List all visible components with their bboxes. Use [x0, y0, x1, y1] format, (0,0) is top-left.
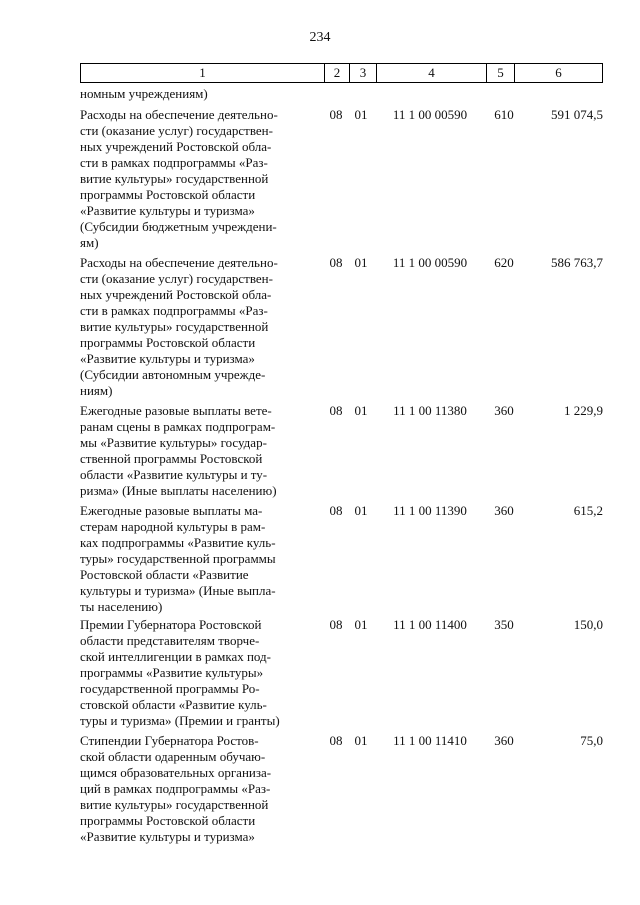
amount: 586 763,7 [551, 255, 603, 270]
target-article-code: 11 1 00 11400 [393, 617, 467, 632]
subsection-code: 01 [354, 403, 368, 418]
description-line: Ежегодные разовые выплаты вете- [80, 403, 272, 418]
description-line: культуры и туризма» (Иные выпла- [80, 583, 276, 598]
description-line: Ростовской области «Развитие [80, 567, 249, 582]
subsection-code: 01 [354, 503, 368, 518]
description-line: мы «Развитие культуры» государ- [80, 435, 267, 450]
description-line: ных учреждений Ростовской обла- [80, 287, 272, 302]
section-code: 08 [329, 255, 343, 270]
description-line: (Субсидии бюджетным учреждени- [80, 219, 277, 234]
amount: 1 229,9 [564, 403, 603, 418]
description-line: ках подпрограммы «Развитие куль- [80, 535, 276, 550]
target-article-code: 11 1 00 00590 [392, 107, 468, 122]
target-article-code: 11 1 00 00590 [392, 255, 468, 270]
row-description [80, 107, 322, 251]
row-description [80, 255, 322, 399]
description-line: ризма» (Иные выплаты населению) [80, 483, 277, 498]
description-line: сти (оказание услуг) государствен- [80, 271, 273, 286]
target-article-code: 11 1 00 11390 [393, 503, 467, 518]
description-line: стерам народной культуры в рам- [80, 519, 266, 534]
row-description [80, 617, 322, 729]
section-code: 08 [329, 107, 343, 122]
description-line: ций в рамках подпрограммы «Раз- [80, 781, 271, 796]
description-line: стовской области «Развитие куль- [80, 697, 267, 712]
header-col-4: 4 [376, 64, 486, 82]
description-line: программы Ростовской области [80, 813, 256, 828]
description-line: ской интеллигенции в рамках под- [80, 649, 271, 664]
amount: 591 074,5 [551, 107, 603, 122]
section-code: 08 [329, 617, 343, 632]
description-line: Стипендии Губернатора Ростов- [80, 733, 259, 748]
description-line: программы Ростовской области [80, 187, 256, 202]
description-line: Расходы на обеспечение деятельно- [80, 255, 278, 270]
subsection-code: 01 [354, 255, 368, 270]
header-col-6: 6 [514, 64, 602, 82]
description-line: «Развитие культуры и туризма» [80, 351, 255, 366]
description-line: сти в рамках подпрограммы «Раз- [80, 303, 268, 318]
subsection-code: 01 [354, 107, 368, 122]
row-description [80, 503, 322, 615]
description-line: туры и туризма» (Премии и гранты) [80, 713, 280, 728]
expense-type-code: 350 [494, 617, 514, 632]
description-line: ниям) [80, 383, 113, 398]
description-line: Ежегодные разовые выплаты ма- [80, 503, 263, 518]
section-code: 08 [329, 733, 343, 748]
description-line: сти (оказание услуг) государствен- [80, 123, 273, 138]
description-line: программы Ростовской области [80, 335, 256, 350]
description-line: ты населению) [80, 599, 163, 614]
header-col-2: 2 [324, 64, 349, 82]
description-line: ных учреждений Ростовской обла- [80, 139, 272, 154]
expense-type-code: 360 [494, 403, 514, 418]
amount: 150,0 [573, 617, 603, 632]
header-col-1: 1 [199, 65, 206, 80]
description-line: государственной программы Ро- [80, 681, 260, 696]
section-code: 08 [329, 503, 343, 518]
continuation-text: номным учреждениям) [80, 86, 208, 101]
row-description [80, 733, 322, 845]
description-line: программы «Развитие культуры» [80, 665, 264, 680]
header-col-3: 3 [349, 64, 376, 82]
description-line: ской области одаренным обучаю- [80, 749, 266, 764]
target-article-code: 11 1 00 11410 [393, 733, 467, 748]
description-line: сти в рамках подпрограммы «Раз- [80, 155, 268, 170]
page-number: 234 [309, 30, 331, 45]
amount: 615,2 [573, 503, 603, 518]
description-line: ранам сцены в рамках подпрограм- [80, 419, 276, 434]
description-line: туры» государственной программы [80, 551, 276, 566]
description-line: Расходы на обеспечение деятельно- [80, 107, 278, 122]
expense-type-code: 360 [494, 733, 514, 748]
expense-type-code: 620 [494, 255, 514, 270]
section-code: 08 [329, 403, 343, 418]
expense-type-code: 610 [494, 107, 514, 122]
description-line: ственной программы Ростовской [80, 451, 263, 466]
row-description [80, 403, 322, 499]
subsection-code: 01 [354, 733, 368, 748]
description-line: витие культуры» государственной [80, 797, 269, 812]
description-line: области «Развитие культуры и ту- [80, 467, 268, 482]
description-line: витие культуры» государственной [80, 171, 269, 186]
description-line: (Субсидии автономным учрежде- [80, 367, 266, 382]
description-line: Премии Губернатора Ростовской [80, 617, 262, 632]
description-line: «Развитие культуры и туризма» [80, 829, 255, 844]
description-line: витие культуры» государственной [80, 319, 269, 334]
description-line: ям) [80, 235, 99, 250]
table-header [80, 63, 603, 83]
subsection-code: 01 [354, 617, 368, 632]
header-col-5: 5 [486, 64, 514, 82]
amount: 75,0 [580, 733, 603, 748]
target-article-code: 11 1 00 11380 [393, 403, 467, 418]
description-line: «Развитие культуры и туризма» [80, 203, 255, 218]
description-line: области представителям творче- [80, 633, 260, 648]
description-line: щимся образовательных организа- [80, 765, 272, 780]
expense-type-code: 360 [494, 503, 514, 518]
